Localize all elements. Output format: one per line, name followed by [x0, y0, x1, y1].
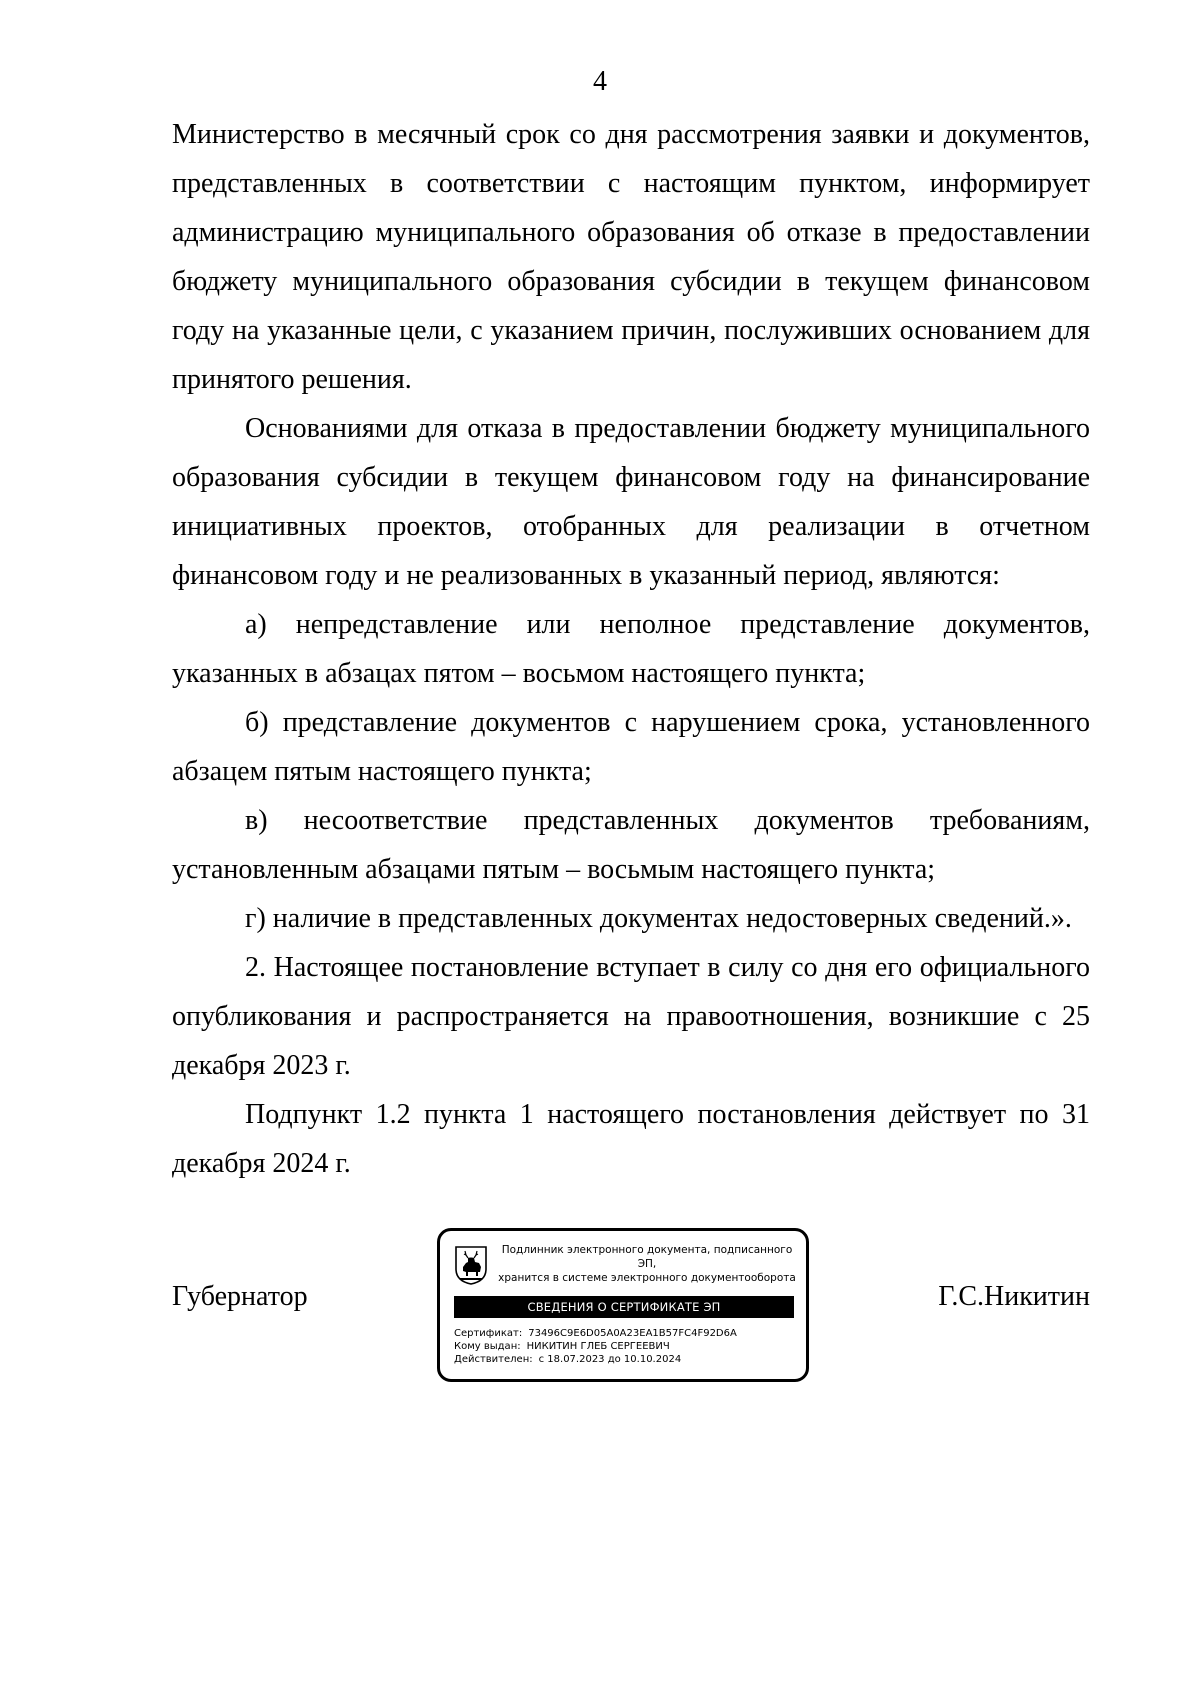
paragraph-clause-2: 2. Настоящее постановление вступает в силу со дня его официального опубликования и распространяется на правоотношения, возникшие с 25 декабря 2023 г. [172, 952, 1090, 1081]
certificate-label: Сертификат: [454, 1328, 523, 1339]
paragraph-item-a: а) непредставление или неполное представление документов, указанных в абзацах пятом – восьмом настоящего пункта; [172, 609, 1090, 689]
issued-to-label: Кому выдан: [454, 1341, 521, 1352]
validity-value: с 18.07.2023 до 10.10.2024 [538, 1354, 682, 1365]
electronic-signature-stamp [437, 1228, 809, 1382]
paragraph-subclause-note: Подпункт 1.2 пункта 1 настоящего постановления действует по 31 декабря 2024 г. [172, 1099, 1090, 1179]
issued-to-row [454, 1340, 737, 1353]
document-body [172, 110, 1090, 1188]
certificate-value: 73496C9E6D05A0A23EA1B57FC4F92D6A [528, 1328, 737, 1339]
paragraph-item-b: б) представление документов с нарушением срока, установленного абзацем пятым настоящего пункта; [172, 707, 1090, 787]
signatory-name: Г.С.Никитин [938, 1281, 1090, 1312]
paragraph-2: Основаниями для отказа в предоставлении бюджету муниципального образования субсидии в текущем финансовом году на финансирование инициативных проектов, отобранных для реализации в отчетном финансовом году и не реализованных в указанный период, являются: [172, 413, 1090, 591]
certificate-row [454, 1327, 737, 1340]
certificate-info-band: СВЕДЕНИЯ О СЕРТИФИКАТЕ ЭП [454, 1296, 794, 1318]
signature-block [172, 1228, 1090, 1388]
stamp-header-line-1: Подлинник электронного документа, подписанного ЭП, [501, 1244, 793, 1270]
signatory-title: Губернатор [172, 1281, 308, 1312]
issued-to-value: НИКИТИН ГЛЕБ СЕРГЕЕВИЧ [526, 1341, 670, 1352]
certificate-details [454, 1327, 737, 1366]
page-number: 4 [593, 66, 607, 97]
paragraph-item-g: г) наличие в представленных документах недостоверных сведений.». [245, 903, 1072, 934]
stamp-header [492, 1243, 802, 1285]
stamp-header-line-2: хранится в системе электронного документооборота [498, 1272, 796, 1284]
nizhny-novgorod-deer-emblem-icon [454, 1245, 488, 1285]
paragraph-item-v: в) несоответствие представленных документов требованиям, установленным абзацами пятым – восьмым настоящего пункта; [172, 805, 1090, 885]
validity-label: Действителен: [454, 1354, 533, 1365]
validity-row [454, 1353, 737, 1366]
paragraph-1: Министерство в месячный срок со дня рассмотрения заявки и документов, представленных в соответствии с настоящим пунктом, информирует администрацию муниципального образования об отказе в предоставлении бюджету муниципального образования субсидии в текущем финансовом году на указанные цели, с указанием причин, послуживших основанием для принятого решения. [172, 119, 1090, 395]
